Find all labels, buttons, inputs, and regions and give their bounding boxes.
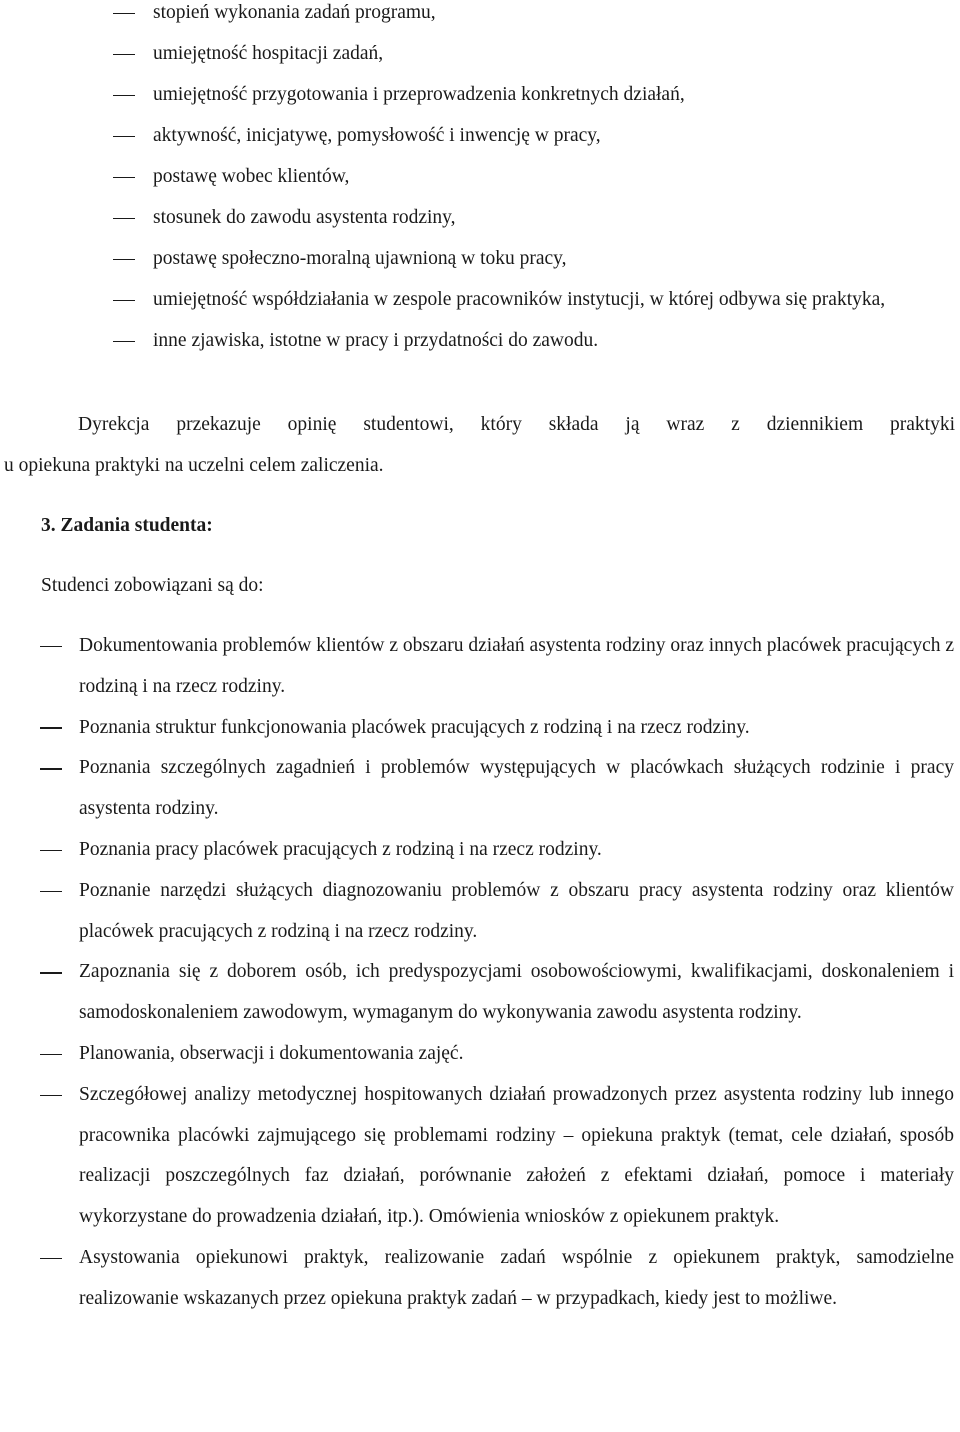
list-item-text: Dokumentowania problemów klientów z obszaru działań asystenta rodziny oraz innych placówek pracujących z rodziną i na rzecz rodziny. [79, 635, 955, 697]
dash-bullet-icon [113, 74, 135, 115]
list-item-text: Planowania, obserwacji i dokumentowania zajęć. [79, 1042, 464, 1064]
student-tasks-list [0, 626, 960, 1320]
dash-bullet-icon [40, 871, 62, 912]
list-item [0, 115, 960, 156]
list-item-text: umiejętność przygotowania i przeprowadzenia konkretnych działań, [153, 84, 685, 105]
dash-bullet-icon [40, 830, 62, 871]
dash-bullet-icon [40, 952, 62, 993]
evaluation-criteria-list [0, 0, 960, 361]
list-item [0, 1034, 960, 1075]
list-item [0, 74, 960, 115]
list-item-text: postawę wobec klientów, [153, 166, 350, 187]
list-item [0, 952, 960, 1034]
list-item [0, 830, 960, 871]
list-item [0, 708, 960, 749]
list-item-text: umiejętność współdziałania w zespole pracowników instytucji, w której odbywa się praktyka, [153, 289, 886, 310]
opinion-paragraph [4, 404, 955, 486]
list-item-text: stopień wykonania zadań programu, [153, 2, 436, 23]
dash-bullet-icon [40, 1238, 62, 1279]
dash-bullet-icon [40, 1075, 62, 1116]
section-heading: 3. Zadania studenta: [41, 515, 213, 536]
dash-bullet-icon [113, 115, 135, 156]
dash-bullet-icon [113, 33, 135, 74]
list-item-text: Poznania szczególnych zagadnień i problemów występujących w placówkach służących rodzinie i pracy asystenta rodziny. [79, 757, 954, 820]
list-item-text: Zapoznania się z doborem osób, ich predyspozycjami osobowościowymi, kwalifikacjami, doskonaleniem i samodoskonaleniem zawodowym, wymaganym do wykonywania zawodu asystenta rodziny. [79, 961, 954, 1024]
dash-bullet-icon [40, 708, 62, 749]
list-item [0, 0, 960, 33]
list-item [0, 279, 960, 320]
list-item-text: postawę społeczno-moralną ujawnioną w toku pracy, [153, 248, 567, 269]
dash-bullet-icon [113, 0, 135, 33]
list-item [0, 320, 960, 361]
dash-bullet-icon [40, 748, 62, 789]
list-item [0, 33, 960, 74]
dash-bullet-icon [113, 238, 135, 279]
dash-bullet-icon [113, 279, 135, 320]
list-item [0, 748, 960, 830]
dash-bullet-icon [113, 197, 135, 238]
list-item [0, 626, 960, 708]
list-item [0, 197, 960, 238]
dash-bullet-icon [40, 1034, 62, 1075]
section-intro: Studenci zobowiązani są do: [41, 575, 264, 596]
list-item [0, 238, 960, 279]
list-item-text: Poznania struktur funkcjonowania placówek pracujących z rodziną i na rzecz rodziny. [79, 716, 750, 738]
list-item-text: Asystowania opiekunowi praktyk, realizowanie zadań wspólnie z opiekunem praktyk, samodzielne realizowanie wskazanych przez opiekuna praktyk zadań – w przypadkach, kiedy jest to możliwe. [79, 1246, 954, 1309]
list-item [0, 156, 960, 197]
list-item-text: Poznania pracy placówek pracujących z rodziną i na rzecz rodziny. [79, 838, 602, 860]
list-item [0, 871, 960, 953]
list-item-text: Szczegółowej analizy metodycznej hospitowanych działań prowadzonych przez asystenta rodziny lub innego pracownika placówki zajmującego się problemami rodziny – opiekuna praktyk (temat, cele działań, sposób realizacji poszczególnych faz działań, porównanie założeń z efektami działań, pomoce i materiały wykorzystane do prowadzenia działań, itp.). Omówienia wniosków z opiekunem praktyk. [79, 1083, 954, 1228]
list-item-text: umiejętność hospitacji zadań, [153, 43, 384, 64]
dash-bullet-icon [40, 626, 62, 667]
paragraph-line: u opiekuna praktyki na uczelni celem zaliczenia. [4, 455, 384, 476]
dash-bullet-icon [113, 156, 135, 197]
dash-bullet-icon [113, 320, 135, 361]
list-item-text: inne zjawiska, istotne w pracy i przydatności do zawodu. [153, 330, 599, 351]
list-item-text: aktywność, inicjatywę, pomysłowość i inwencję w pracy, [153, 125, 601, 146]
paragraph-line: Dyrekcja przekazuje opinię studentowi, który składa ją wraz z dziennikiem praktyki [78, 414, 955, 435]
list-item [0, 1238, 960, 1320]
list-item-text: stosunek do zawodu asystenta rodziny, [153, 207, 456, 228]
list-item-text: Poznanie narzędzi służących diagnozowaniu problemów z obszaru pracy asystenta rodziny oraz klientów placówek pracujących z rodziną i na rzecz rodziny. [79, 879, 954, 942]
list-item [0, 1075, 960, 1238]
